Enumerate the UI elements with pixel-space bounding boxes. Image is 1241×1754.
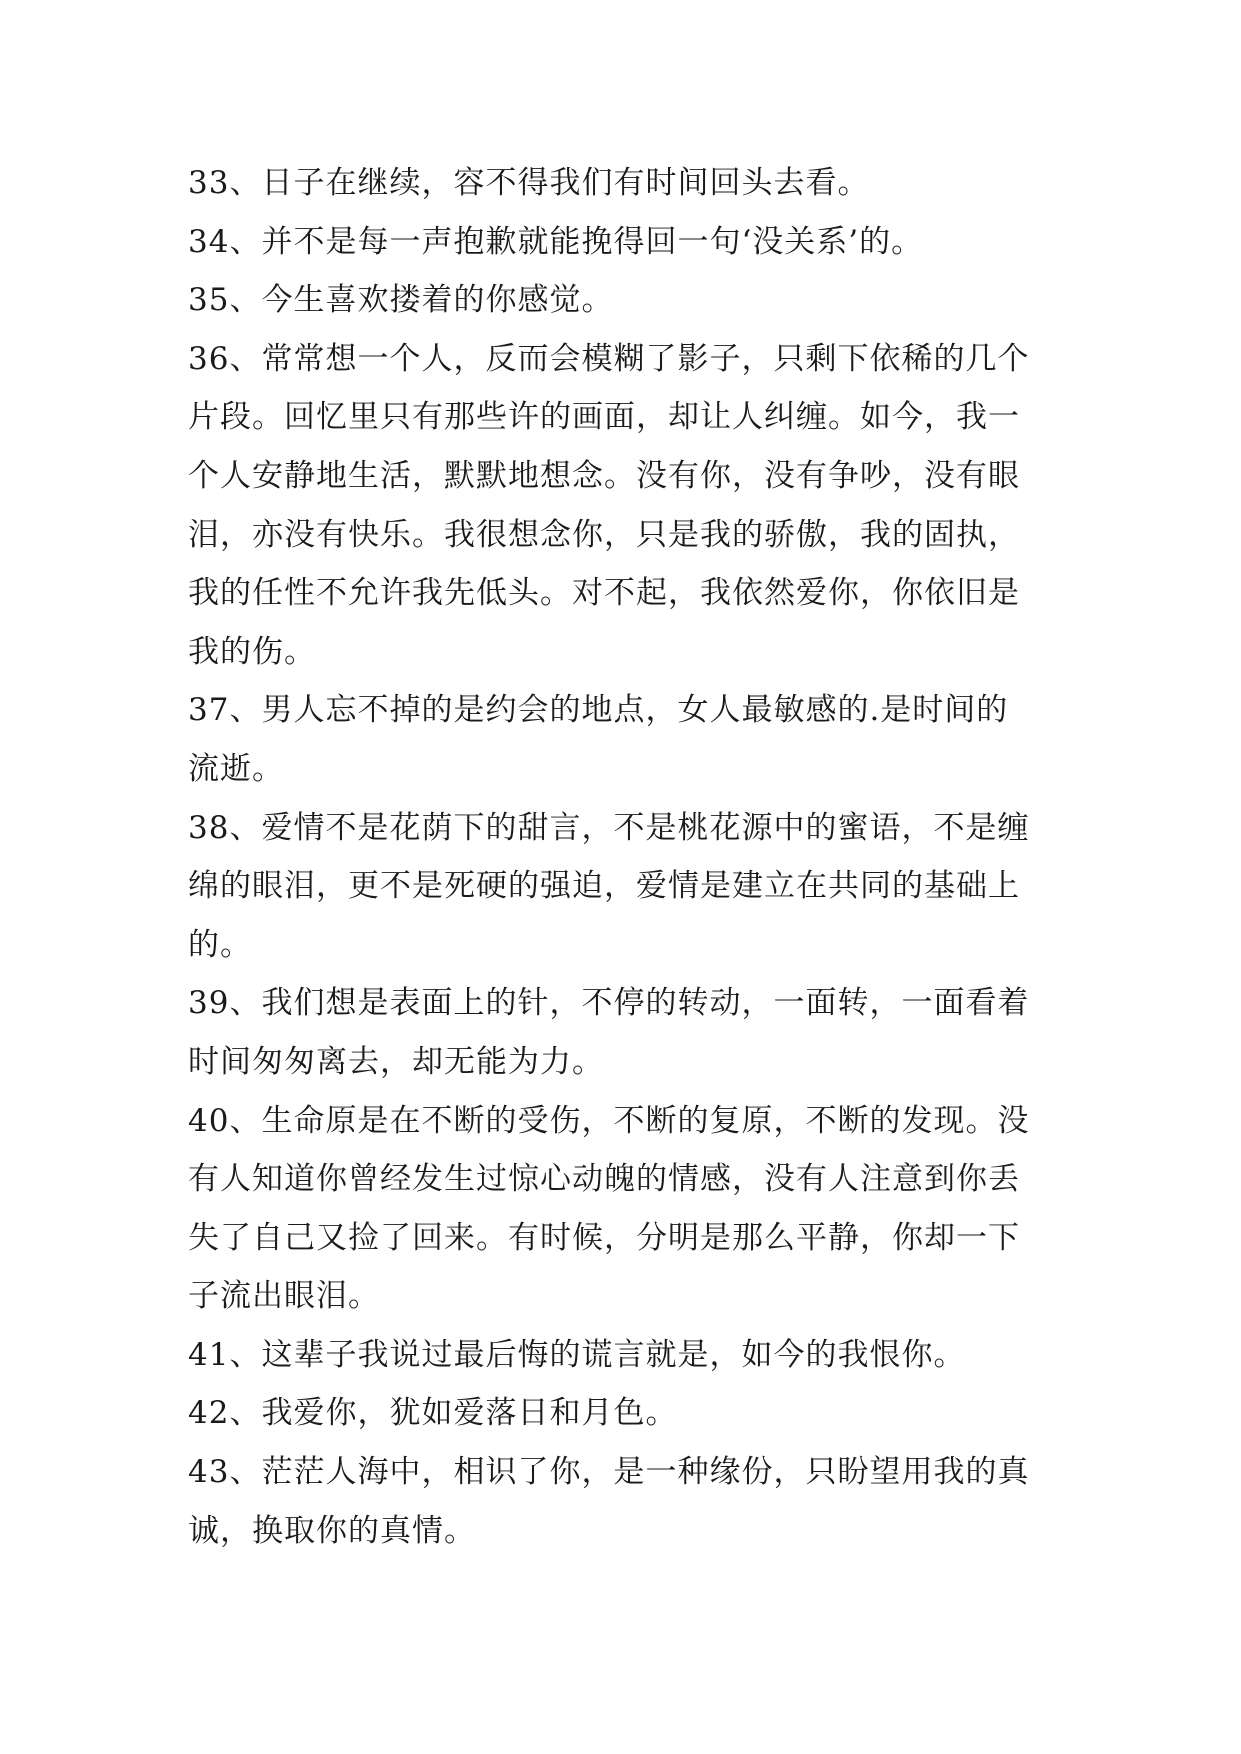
- text-line-17: 40、生命原是在不断的受伤，不断的复原，不断的发现。没: [188, 1102, 1030, 1139]
- text-line-19: 失了自己又捡了回来。有时候，分明是那么平静，你却一下: [188, 1219, 1020, 1256]
- text-line-8: 我的任性不允许我先低头。对不起，我依然爱你，你依旧是: [188, 575, 1020, 612]
- text-line-4: 36、常常想一个人，反而会模糊了影子，只剩下依稀的几个: [188, 340, 1030, 377]
- text-line-14: 的。: [188, 926, 252, 963]
- text-line-23: 43、茫茫人海中，相识了你，是一种缘份，只盼望用我的真: [188, 1454, 1030, 1491]
- text-line-1: 33、日子在继续，容不得我们有时间回头去看。: [188, 165, 870, 201]
- text-line-21: 41、这辈子我说过最后悔的谎言就是，如今的我恨你。: [188, 1336, 966, 1373]
- text-line-12: 38、爱情不是花荫下的甜言，不是桃花源中的蜜语，不是缠: [188, 809, 1030, 846]
- text-line-13: 绵的眼泪，更不是死硬的强迫，爱情是建立在共同的基础上: [188, 868, 1020, 905]
- text-line-6: 个人安静地生活，默默地想念。没有你，没有争吵，没有眼: [188, 457, 1020, 494]
- text-line-22: 42、我爱你，犹如爱落日和月色。: [188, 1395, 678, 1432]
- text-line-24: 诚，换取你的真情。: [188, 1512, 476, 1549]
- text-line-2: 34、并不是每一声抱歉就能挽得回一句‘没关系’的。: [188, 223, 924, 260]
- text-body: [188, 154, 1088, 1560]
- text-line-9: 我的伤。: [188, 633, 316, 670]
- text-line-16: 时间匆匆离去，却无能为力。: [188, 1043, 604, 1080]
- text-line-11: 流逝。: [188, 750, 284, 787]
- text-line-7: 泪，亦没有快乐。我很想念你，只是我的骄傲，我的固执，: [188, 516, 1020, 553]
- text-line-15: 39、我们想是表面上的针，不停的转动，一面转，一面看着: [188, 985, 1030, 1022]
- text-line-20: 子流出眼泪。: [188, 1278, 380, 1315]
- text-line-18: 有人知道你曾经发生过惊心动魄的情感，没有人注意到你丢: [188, 1161, 1020, 1198]
- text-line-3: 35、今生喜欢搂着的你感觉。: [188, 282, 614, 319]
- text-line-5: 片段。回忆里只有那些许的画面，却让人纠缠。如今，我一: [188, 399, 1020, 436]
- text-line-10: 37、男人忘不掉的是约会的地点，女人最敏感的.是时间的: [188, 692, 1009, 729]
